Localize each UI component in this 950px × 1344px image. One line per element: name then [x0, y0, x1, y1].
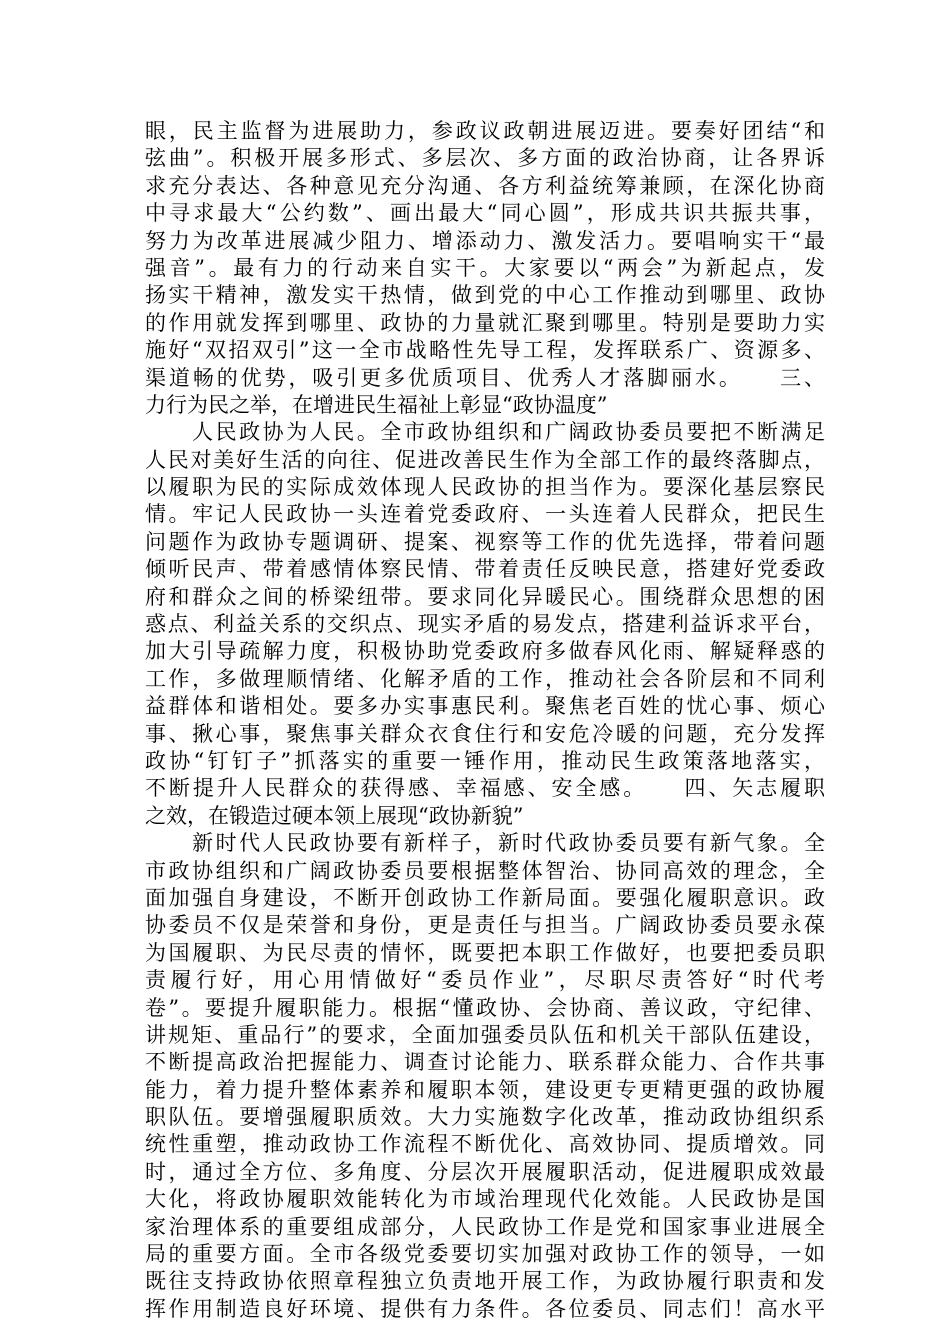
text-line: 之效，在锻造过硬本领上展现“政协新貌” — [145, 803, 524, 828]
text-line: 讲规矩、重品行”的要求，全面加强委员队伍和机关干部队伍建设， — [145, 1022, 825, 1047]
text-line: 情。牢记人民政协一头连着党委政府、一头连着人民群众，把民生 — [145, 502, 825, 527]
text-line: 既往支持政协依照章程独立负责地开展工作，为政协履行职责和发 — [145, 1269, 825, 1294]
text-line: 扬实干精神，激发实干热情，做到党的中心工作推动到哪里、政协 — [145, 283, 825, 308]
text-line: 人民对美好生活的向往、促进改善民生作为全部工作的最终落脚点， — [145, 447, 825, 472]
text-line: 益群体和谐相处。要多办实事惠民利。聚焦老百姓的忧心事、烦心 — [145, 694, 825, 719]
text-line: 政协“钉钉子”抓落实的重要一锤作用，推动民生政策落地落实， — [145, 748, 825, 773]
text-line: 惑点、利益关系的交织点、现实矛盾的易发点，搭建利益诉求平台， — [145, 612, 825, 637]
text-line: 局的重要方面。全市各级党委要切实加强对政协工作的领导，一如 — [145, 1242, 825, 1267]
text-line: 为国履职、为民尽责的情怀，既要把本职工作做好，也要把委员职 — [145, 940, 825, 965]
text-line: 卷”。要提升履职能力。根据“懂政协、会协商、善议政，守纪律、 — [145, 995, 825, 1020]
text-line: 大化，将政协履职效能转化为市域治理现代化效能。人民政协是国 — [145, 1187, 825, 1212]
text-line: 面加强自身建设，不断开创政协工作新局面。要强化履职意识。政 — [145, 885, 825, 910]
text-line: 市政协组织和广阔政协委员要根据整体智治、协同高效的理念，全 — [145, 858, 825, 883]
text-line: 渠道畅的优势，吸引更多优质项目、优秀人才落脚丽水。 三、 — [145, 365, 825, 390]
text-line: 眼，民主监督为进展助力，参政议政朝进展迈进。要奏好团结“和 — [145, 119, 825, 143]
text-line: 责履行好，用心用情做好“委员作业”，尽职尽责答好“时代考 — [145, 968, 825, 993]
text-line: 新时代人民政协要有新样子，新时代政协委员要有新气象。全 — [145, 831, 825, 856]
text-line: 中寻求最大“公约数”、画出最大“同心圆”，形成共识共振共事， — [145, 201, 825, 226]
text-line: 倾听民声、带着感情体察民情、带着责任反映民意，搭建好党委政 — [145, 557, 825, 582]
text-line: 挥作用制造良好环境、提供有力条件。各位委员、同志们！高水平 — [145, 1296, 825, 1321]
text-line: 工作，多做理顺情绪、化解矛盾的工作，推动社会各阶层和不同利 — [145, 666, 825, 691]
text-line: 能力，着力提升整体素养和履职本领，建设更专更精更强的政协履 — [145, 1077, 825, 1102]
text-line: 以履职为民的实际成效体现人民政协的担当作为。要深化基层察民 — [145, 475, 825, 500]
text-line: 职队伍。要增强履职质效。大力实施数字化改革，推动政协组织系 — [145, 1105, 825, 1130]
text-line: 府和群众之间的桥梁纽带。要求同化异暖民心。围绕群众思想的困 — [145, 584, 825, 609]
text-line: 弦曲”。积极开展多形式、多层次、多方面的政治协商，让各界诉 — [145, 146, 825, 171]
text-line: 时，通过全方位、多角度、分层次开展履职活动，促进履职成效最 — [145, 1159, 825, 1184]
text-line: 事、揪心事，聚焦事关群众衣食住行和安危冷暖的问题，充分发挥 — [145, 721, 825, 746]
body-text — [145, 118, 825, 1323]
text-line: 问题作为政协专题调研、提案、视察等工作的优先选择，带着问题 — [145, 529, 825, 554]
text-line: 施好“双招双引”这一全市战略性先导工程，发挥联系广、资源多、 — [145, 338, 825, 363]
text-line: 不断提高政治把握能力、调查讨论能力、联系群众能力、合作共事 — [145, 1050, 825, 1075]
text-line: 统性重塑，推动政协工作流程不断优化、高效协同、提质增效。同 — [145, 1132, 825, 1157]
text-line: 人民政协为人民。全市政协组织和广阔政协委员要把不断满足 — [145, 420, 825, 445]
text-line: 强音”。最有力的行动来自实干。大家要以“两会”为新起点，发 — [145, 255, 825, 280]
text-line: 不断提升人民群众的获得感、幸福感、安全感。 四、矢志履职 — [145, 776, 825, 801]
text-line: 求充分表达、各种意见充分沟通、各方利益统筹兼顾，在深化协商 — [145, 173, 825, 198]
text-line: 努力为改革进展减少阻力、增添动力、激发活力。要唱响实干“最 — [145, 228, 825, 253]
text-line: 协委员不仅是荣誉和身份，更是责任与担当。广阔政协委员要永葆 — [145, 913, 825, 938]
text-line: 的作用就发挥到哪里、政协的力量就汇聚到哪里。特别是要助力实 — [145, 310, 825, 335]
text-line: 力行为民之举，在增进民生福祉上彰显“政协温度” — [145, 392, 608, 417]
text-line: 家治理体系的重要组成部分，人民政协工作是党和国家事业进展全 — [145, 1214, 825, 1239]
text-line: 加大引导疏解力度，积极协助党委政府多做春风化雨、解疑释惑的 — [145, 639, 825, 664]
